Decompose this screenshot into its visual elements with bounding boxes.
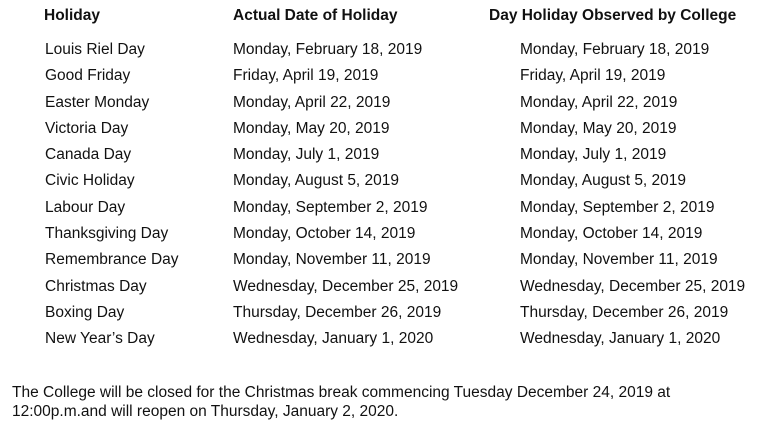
holiday-name: Louis Riel Day: [45, 41, 145, 58]
observed-date: Friday, April 19, 2019: [520, 67, 666, 85]
holiday-name: Labour Day: [45, 198, 126, 216]
actual-date: Monday, August 5, 2019: [233, 172, 400, 190]
observed-date: Monday, September 2, 2019: [520, 198, 715, 216]
actual-date: Monday, February 18, 2019: [233, 41, 423, 58]
holiday-name: Thanksgiving Day: [45, 225, 169, 243]
holiday-table: [0, 40, 774, 356]
table-row: [0, 303, 774, 329]
table-row: [0, 329, 774, 355]
actual-date: Monday, October 14, 2019: [233, 225, 416, 243]
table-row: [0, 277, 774, 303]
holiday-name: Canada Day: [45, 146, 132, 164]
actual-date: Monday, November 11, 2019: [233, 251, 431, 269]
table-row: [0, 119, 774, 145]
actual-date: Monday, July 1, 2019: [233, 146, 380, 164]
observed-date: Monday, November 11, 2019: [520, 251, 718, 269]
observed-date: Wednesday, December 25, 2019: [520, 277, 746, 295]
holiday-name: Civic Holiday: [45, 172, 135, 190]
holiday-name: Remembrance Day: [45, 251, 179, 269]
actual-date: Friday, April 19, 2019: [233, 67, 379, 85]
holiday-name: Easter Monday: [45, 93, 150, 111]
actual-date: Wednesday, December 25, 2019: [233, 277, 459, 295]
table-row: [0, 171, 774, 197]
observed-date: Monday, May 20, 2019: [520, 119, 677, 137]
actual-date: Monday, April 22, 2019: [233, 93, 391, 111]
header-holiday: Holiday: [44, 7, 100, 24]
holiday-name: Victoria Day: [45, 119, 129, 137]
table-row: [0, 198, 774, 224]
observed-date: Monday, February 18, 2019: [520, 41, 710, 58]
observed-date: Monday, April 22, 2019: [520, 93, 678, 111]
table-row: [0, 93, 774, 119]
actual-date: Monday, May 20, 2019: [233, 119, 390, 137]
header-observed-date: Day Holiday Observed by College: [489, 7, 737, 24]
table-row: [0, 40, 774, 66]
observed-date: Monday, July 1, 2019: [520, 146, 667, 164]
header-actual-date: Actual Date of Holiday: [233, 7, 398, 24]
closure-note-line: 12:00p.m.and will reopen on Thursday, January 2, 2020.: [12, 403, 399, 420]
table-row: [0, 224, 774, 250]
holiday-name: New Year’s Day: [45, 330, 155, 348]
table-row: [0, 145, 774, 171]
holiday-name: Christmas Day: [45, 277, 147, 295]
table-row: [0, 66, 774, 92]
observed-date: Monday, August 5, 2019: [520, 172, 687, 190]
actual-date: Thursday, December 26, 2019: [233, 303, 442, 321]
observed-date: Thursday, December 26, 2019: [520, 303, 729, 321]
observed-date: Wednesday, January 1, 2020: [520, 330, 721, 348]
actual-date: Wednesday, January 1, 2020: [233, 330, 434, 348]
actual-date: Monday, September 2, 2019: [233, 198, 428, 216]
closure-note-line: The College will be closed for the Christmas break commencing Tuesday December 24, 2019 at: [12, 384, 671, 401]
holiday-name: Boxing Day: [45, 303, 125, 321]
closure-note: [12, 383, 762, 421]
observed-date: Monday, October 14, 2019: [520, 225, 703, 243]
holiday-name: Good Friday: [45, 67, 131, 85]
table-row: [0, 250, 774, 276]
